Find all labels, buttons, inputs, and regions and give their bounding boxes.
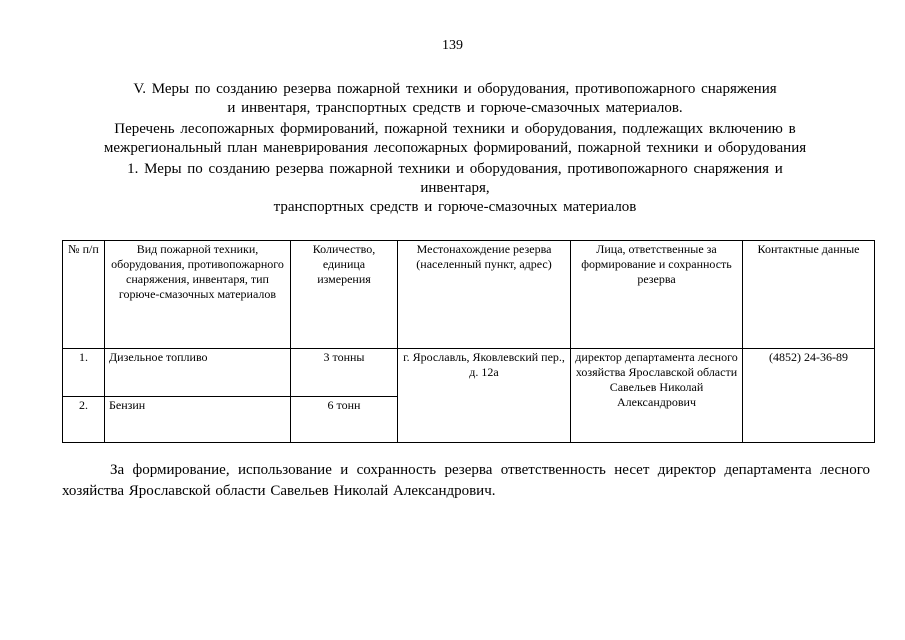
cell-num: 2. [63,397,105,443]
cell-num: 1. [63,349,105,397]
subsection-heading [60,160,850,217]
cell-location: г. Ярославль, Яковлевский пер., д. 12а [398,349,571,443]
section-heading-line-2: и инвентаря, транспортных средств и горюче-смазочных материалов. [227,100,683,116]
list-heading-line-2: межрегиональный план маневрирования лесопожарных формирований, пожарной техники и оборудования [103,140,807,156]
header-responsible: Лица, ответственные за формирование и сохранность резерва [571,241,743,349]
header-quantity: Количество, единица измерения [291,241,398,349]
cell-quantity: 6 тонн [291,397,398,443]
subsection-heading-line-3: транспортных средств и горюче-смазочных материалов [273,199,637,215]
table-header-row [63,241,875,349]
section-heading [60,80,850,118]
header-location: Местонахождение резерва (населенный пункт, адрес) [398,241,571,349]
subsection-heading-line-2: инвентаря, [420,180,490,196]
page-number: 139 [442,38,463,53]
header-contacts: Контактные данные [743,241,875,349]
list-heading [60,120,850,158]
reserve-table [62,240,875,443]
cell-responsible: директор департамента лесного хозяйства Ярославской области Савельев Николай Александрович [571,349,743,443]
cell-type: Дизельное топливо [105,349,291,397]
cell-quantity: 3 тонны [291,349,398,397]
header-num: № п/п [63,241,105,349]
section-heading-line-1: V. Меры по созданию резерва пожарной техники и оборудования, противопожарного снаряжения [133,81,777,97]
list-heading-line-1: Перечень лесопожарных формирований, пожарной техники и оборудования, подлежащих включению в [114,121,796,137]
header-type: Вид пожарной техники, оборудования, противопожарного снаряжения, инвентаря, тип горюче-смазочных материалов [105,241,291,349]
footer-paragraph: За формирование, использование и сохранность резерва ответственность несет директор департамента лесного хозяйства Ярославской области Савельев Николай Александрович. [62,462,870,499]
cell-type: Бензин [105,397,291,443]
subsection-heading-line-1: 1. Меры по созданию резерва пожарной техники и оборудования, противопожарного снаряжения и [127,161,783,177]
table-row [63,349,875,397]
cell-contacts: (4852) 24-36-89 [743,349,875,443]
